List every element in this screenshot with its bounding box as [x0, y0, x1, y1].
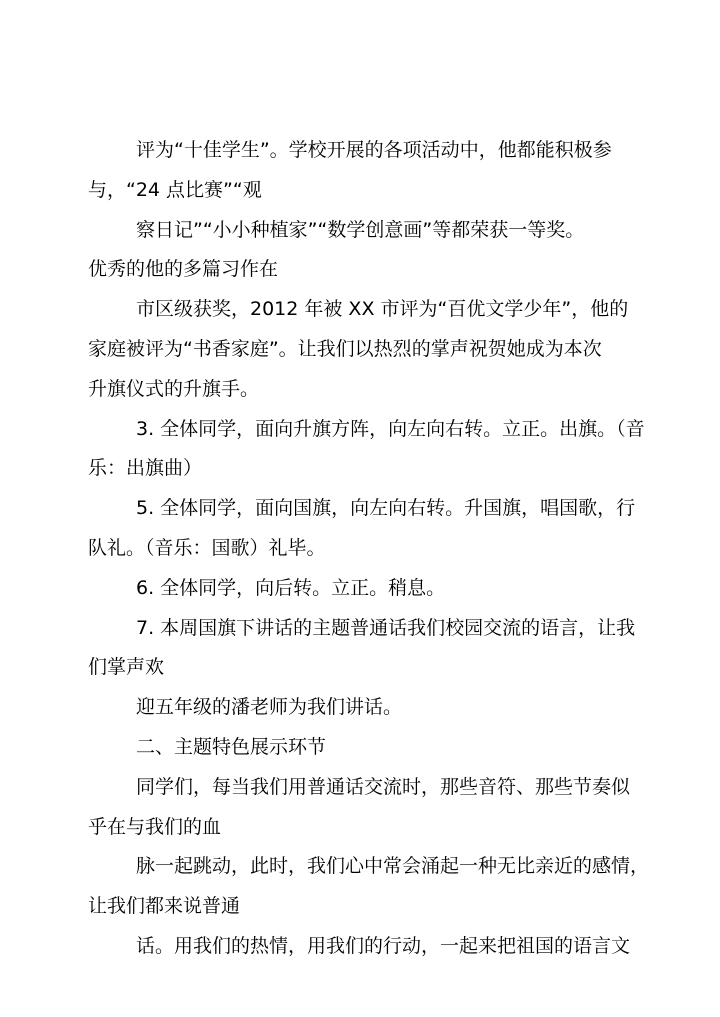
- text-line: 乎在与我们的血: [88, 815, 222, 838]
- text-line: 乐：出旗曲）: [88, 457, 203, 480]
- text-line: 让我们都来说普通: [88, 895, 241, 918]
- text-line: 家庭被评为“书香家庭”。让我们以热烈的掌声祝贺她成为本次: [88, 337, 602, 360]
- document-body: [88, 131, 650, 967]
- text-line: 同学们，每当我们用普通话交流时，那些音符、那些节奏似: [136, 775, 631, 798]
- text-line: 7. 本周国旗下讲话的主题普通话我们校园交流的语言，让我: [136, 616, 636, 639]
- text-line: 升旗仪式的升旗手。: [88, 377, 260, 400]
- text-line: 3. 全体同学，面向升旗方阵，向左向右转。立正。出旗。（音: [136, 417, 645, 440]
- text-line: 优秀的他的多篇习作在: [88, 258, 279, 281]
- text-line: 6. 全体同学，向后转。立正。稍息。: [136, 576, 446, 599]
- text-line: 市区级获奖，2012 年被 XX 市评为“百优文学少年”，他的: [136, 298, 629, 321]
- text-line: 与，“24 点比赛”“观: [88, 178, 262, 201]
- text-line: 察日记”“小小种植家”“数学创意画”等都荣获一等奖。: [136, 218, 585, 241]
- text-line: 脉一起跳动，此时，我们心中常会涌起一种无比亲近的感情，: [136, 855, 650, 878]
- text-line: 话。用我们的热情，用我们的行动，一起来把祖国的语言文: [136, 934, 631, 957]
- text-line: 迎五年级的潘老师为我们讲话。: [136, 696, 403, 719]
- text-line: 们掌声欢: [88, 656, 165, 679]
- text-line: 二、主题特色展示环节: [136, 735, 327, 758]
- text-line: 评为“十佳学生”。学校开展的各项活动中，他都能积极参: [136, 139, 612, 161]
- text-line: 5. 全体同学，面向国旗，向左向右转。升国旗，唱国歌，行: [136, 497, 636, 520]
- text-line: 队礼。（音乐：国歌）礼毕。: [88, 536, 326, 559]
